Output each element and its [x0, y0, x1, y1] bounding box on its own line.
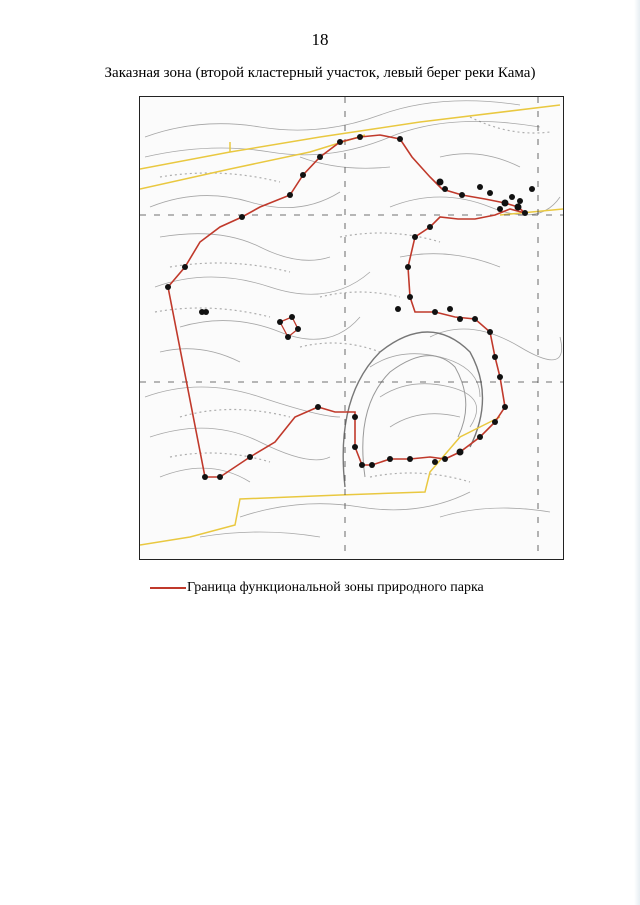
page-edge	[634, 0, 640, 905]
zone-boundary	[168, 135, 525, 477]
zone-boundary-cluster-west	[280, 317, 298, 337]
kama-river-bank-north	[140, 105, 560, 169]
legend-boundary-label: Граница функциональной зоны природного парка	[187, 580, 484, 595]
legend-boundary-swatch	[150, 587, 186, 589]
cadastral-boundary-south	[140, 417, 500, 545]
map-title: Заказная зона (второй кластерный участок, левый берег реки Кама)	[104, 65, 536, 81]
grid-lines	[140, 97, 563, 559]
map-frame	[139, 96, 564, 560]
topographic-map	[140, 97, 563, 559]
map-legend	[150, 578, 484, 598]
boundary-vertices	[165, 134, 535, 480]
page-number: 18	[311, 30, 329, 49]
relief-contours	[145, 101, 562, 537]
